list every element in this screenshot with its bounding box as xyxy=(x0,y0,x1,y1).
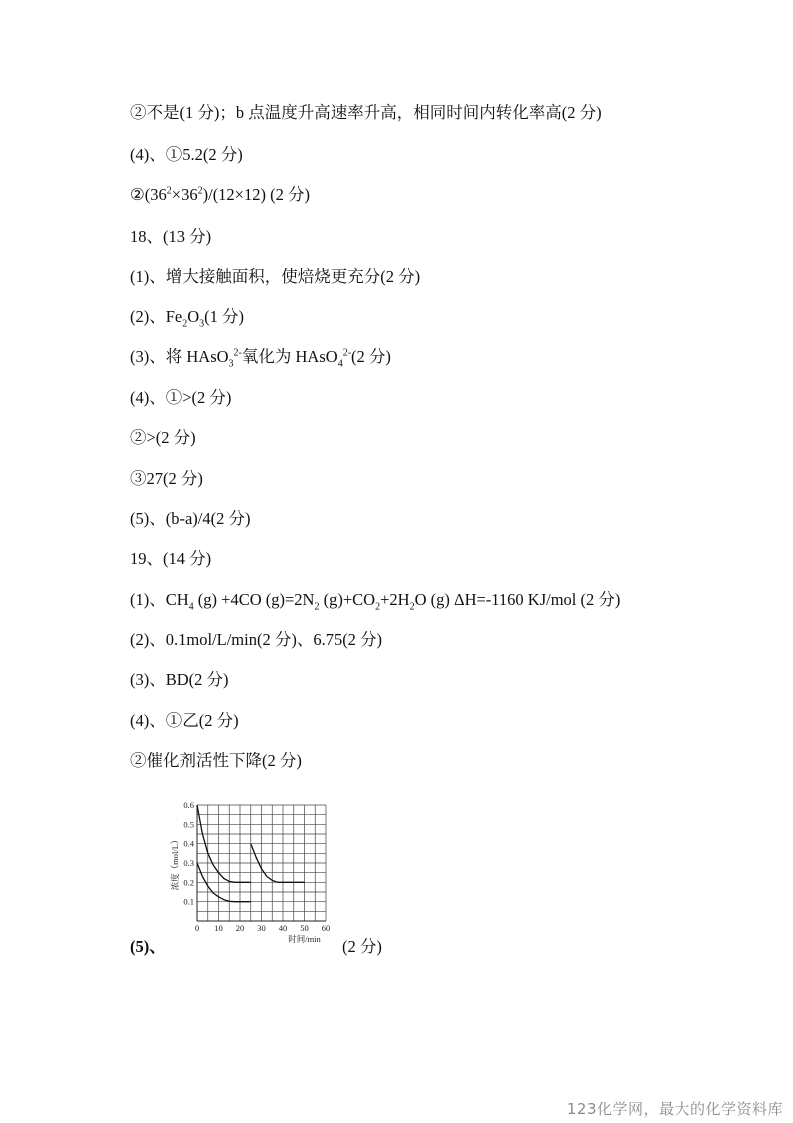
answer-text: 19、(14 分) xyxy=(130,549,212,568)
answer-text: 4 xyxy=(337,358,343,370)
x-axis-label: 时间/min xyxy=(288,934,321,944)
answer-line xyxy=(130,267,420,287)
answer-text: (4)、①>(2 分) xyxy=(130,388,232,407)
answer-text: (1)、增大接触面积，使焙烧更充分(2 分) xyxy=(130,267,421,286)
answer-text: (g) +4CO (g)=2N xyxy=(193,590,315,609)
answer-line xyxy=(130,347,391,370)
answer-line xyxy=(130,145,243,165)
answer-text: 氧化为 HAsO xyxy=(241,347,338,366)
answer-line xyxy=(130,630,382,650)
answer-text: 2 xyxy=(166,185,172,197)
y-tick-label: 0.6 xyxy=(183,800,194,810)
answer-text: 2 xyxy=(375,601,381,613)
answer-text: 4 xyxy=(188,601,194,613)
answer-text: ②(36 xyxy=(130,185,167,204)
answer-text: 2- xyxy=(233,347,242,359)
answer-line xyxy=(130,227,211,247)
q5-score: (2 分) xyxy=(342,937,382,956)
answer-text: (4)、①5.2(2 分) xyxy=(130,145,243,164)
answer-line xyxy=(130,307,245,330)
answer-text: (2 分) xyxy=(351,347,391,366)
answer-line xyxy=(130,428,196,448)
answer-text: ③27(2 分) xyxy=(130,469,203,488)
answer-line xyxy=(130,388,231,408)
answer-text: 2 xyxy=(182,318,188,330)
answer-text: (4)、①乙(2 分) xyxy=(130,711,239,730)
answer-text: (1 分) xyxy=(204,307,245,326)
q5-label: (5)、 xyxy=(130,937,166,956)
answer-text: 18、(13 分) xyxy=(130,227,212,246)
x-tick-label: 0 xyxy=(194,923,200,933)
answer-text: ②不是(1 分)；b 点温度升高速率升高，相同时间内转化率高(2 分) xyxy=(130,103,602,122)
answer-line xyxy=(130,549,211,569)
answer-text: O xyxy=(187,307,200,326)
answer-text: (2)、0.1mol/L/min(2 分)、6.75(2 分) xyxy=(130,630,383,649)
answer-text: 2 xyxy=(197,185,203,197)
answer-text: (3)、将 HAsO xyxy=(130,347,229,366)
y-axis-label: 浓度（mol/L） xyxy=(170,835,180,891)
answer-line xyxy=(130,509,251,529)
answer-text: 2 xyxy=(314,601,320,613)
footer-watermark: 123化学网，最大的化学资料库 xyxy=(566,1100,783,1118)
answer-line xyxy=(130,590,621,613)
answer-text: +2H xyxy=(380,590,410,609)
answer-text: (1)、CH xyxy=(130,590,189,609)
x-tick-label: 10 xyxy=(214,923,223,933)
concentration-time-chart xyxy=(166,800,346,950)
y-tick-label: 0.4 xyxy=(183,838,194,849)
y-tick-label: 0.2 xyxy=(183,877,194,888)
x-tick-label: 40 xyxy=(278,923,288,933)
answer-line xyxy=(130,469,203,489)
answer-text: (3)、BD(2 分) xyxy=(130,670,229,689)
y-tick-label: 0.1 xyxy=(183,896,194,907)
answer-text: )/(12×12) (2 分) xyxy=(202,185,310,204)
answer-text: (5)、(b-a)/4(2 分) xyxy=(130,509,251,528)
answer-line xyxy=(130,711,239,731)
answer-text: (g)+CO xyxy=(319,590,376,609)
answer-text: 3 xyxy=(228,358,234,370)
y-tick-label: 0.3 xyxy=(183,858,194,868)
x-tick-label: 60 xyxy=(321,923,331,933)
answer-line xyxy=(130,670,229,690)
answer-text: 3 xyxy=(199,318,205,330)
answer-text: ×36 xyxy=(171,185,198,204)
x-tick-label: 30 xyxy=(257,923,266,933)
answer-text: O (g) ΔH=-1160 KJ/mol (2 分) xyxy=(414,590,621,609)
answer-text: 2- xyxy=(342,347,352,359)
answer-line xyxy=(130,751,302,771)
answer-text: ②>(2 分) xyxy=(130,428,196,447)
answer-line xyxy=(130,103,602,123)
y-tick-label: 0.5 xyxy=(183,819,194,830)
answer-text: (2)、Fe xyxy=(130,307,183,326)
answer-text: 2 xyxy=(409,601,415,613)
answer-line xyxy=(130,185,310,205)
x-tick-label: 50 xyxy=(300,923,309,933)
x-tick-label: 20 xyxy=(235,923,245,933)
answer-text: ②催化剂活性下降(2 分) xyxy=(130,751,302,770)
